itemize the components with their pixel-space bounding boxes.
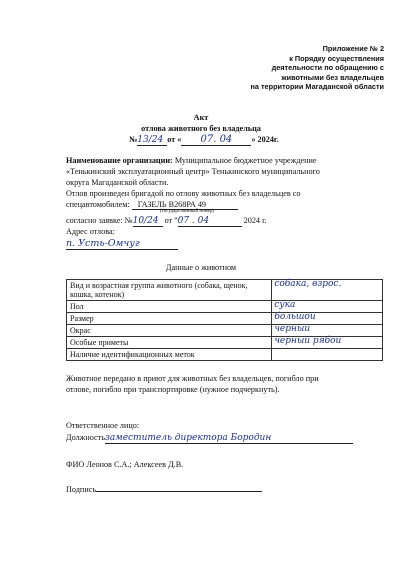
appendix-line: на территории Магаданской области (250, 82, 384, 92)
animal-row-value: черный рябой (272, 337, 383, 349)
request-number-handwritten: 10/24 (133, 216, 163, 227)
responsible-label: Ответственное лицо: (66, 421, 140, 430)
appendix-line: к Порядку осуществления (289, 53, 384, 63)
vehicle-number: ГАЗЕЛЬ В268РА 49 (132, 200, 238, 210)
animal-row-value: сука (272, 301, 383, 313)
animal-row-label: Окрас (67, 325, 272, 337)
fio-line: ФИО Леонов С.А.; Алексеев Д.В. (66, 460, 184, 469)
vehicle-label: спецавтомобилем: (66, 200, 130, 209)
signature-field (96, 483, 262, 492)
table-row (67, 280, 383, 301)
animal-row-label: Вид и возрастная группа животного (собака, щенок, кошка, котенок) (67, 280, 272, 301)
appendix-block (154, 44, 384, 92)
organization-value: Муниципальное бюджетное учреждение (174, 156, 317, 165)
address-label: Адрес отлова: (66, 227, 115, 236)
animal-row-value: черный (272, 325, 383, 337)
table-row (67, 337, 383, 349)
signature-label: Подпись (66, 485, 97, 494)
animal-heading: Данные о животном (165, 263, 237, 272)
animal-row-value (272, 349, 383, 361)
position-handwritten: заместитель директора Бородин (105, 433, 353, 444)
request-label: согласно заявке: № (66, 216, 133, 225)
animal-row-value: большой (272, 313, 383, 325)
table-row (67, 301, 383, 313)
request-from: от " (164, 216, 178, 225)
organization-line2: «Тенькинский эксплуатационный центр» Тенькинского муниципального (66, 167, 320, 176)
request-date-handwritten: 07 . 04 (178, 216, 242, 227)
request-year: 2024 г. (243, 216, 267, 225)
capture-line1: Отлов произведен бригадой по отлову животных без владельцев со (66, 189, 301, 198)
table-row (67, 313, 383, 325)
appendix-line: деятельности по обращению с (271, 63, 384, 73)
address-handwritten: п. Усть-Омчуг (66, 238, 178, 250)
position-line (66, 433, 353, 444)
request-line (66, 216, 267, 227)
act-number-line (129, 134, 279, 146)
appendix-line: Приложение № 2 (322, 44, 384, 53)
animal-row-label: Пол (67, 301, 272, 313)
animal-row-value: собака, взрос. (272, 280, 383, 301)
appendix-line: животными без владельцев (281, 72, 384, 82)
animal-row-label: Размер (67, 313, 272, 325)
signature-line (66, 483, 262, 494)
act-number-prefix: № (129, 135, 138, 144)
act-title: Акт (193, 113, 209, 122)
vehicle-caption: (государственный номер) (160, 209, 215, 214)
act-date-year: » 2024г. (251, 135, 279, 144)
table-row (67, 349, 383, 361)
table-row (67, 325, 383, 337)
animal-row-label: Особые приметы (67, 337, 272, 349)
act-date-from: от « (167, 135, 182, 144)
organization-label: Наименование организации: (66, 156, 173, 165)
transfer-line2: отлове, погибло при транспортировке (нужное подчеркнуть). (66, 385, 280, 394)
position-label: Должность (66, 433, 105, 442)
act-date-handwritten: 07. 04 (181, 134, 251, 146)
animal-table (66, 279, 383, 361)
act-number-handwritten: 13/24 (137, 135, 167, 146)
organization-line1 (66, 156, 317, 165)
transfer-line1: Животное передано в приют для животных без владельцев, погибло при (66, 374, 319, 383)
organization-line3: округа Магаданской области. (66, 178, 169, 187)
act-subtitle: отлова животного без владельца (141, 124, 261, 133)
animal-row-label: Наличие идентификационных меток (67, 349, 272, 361)
